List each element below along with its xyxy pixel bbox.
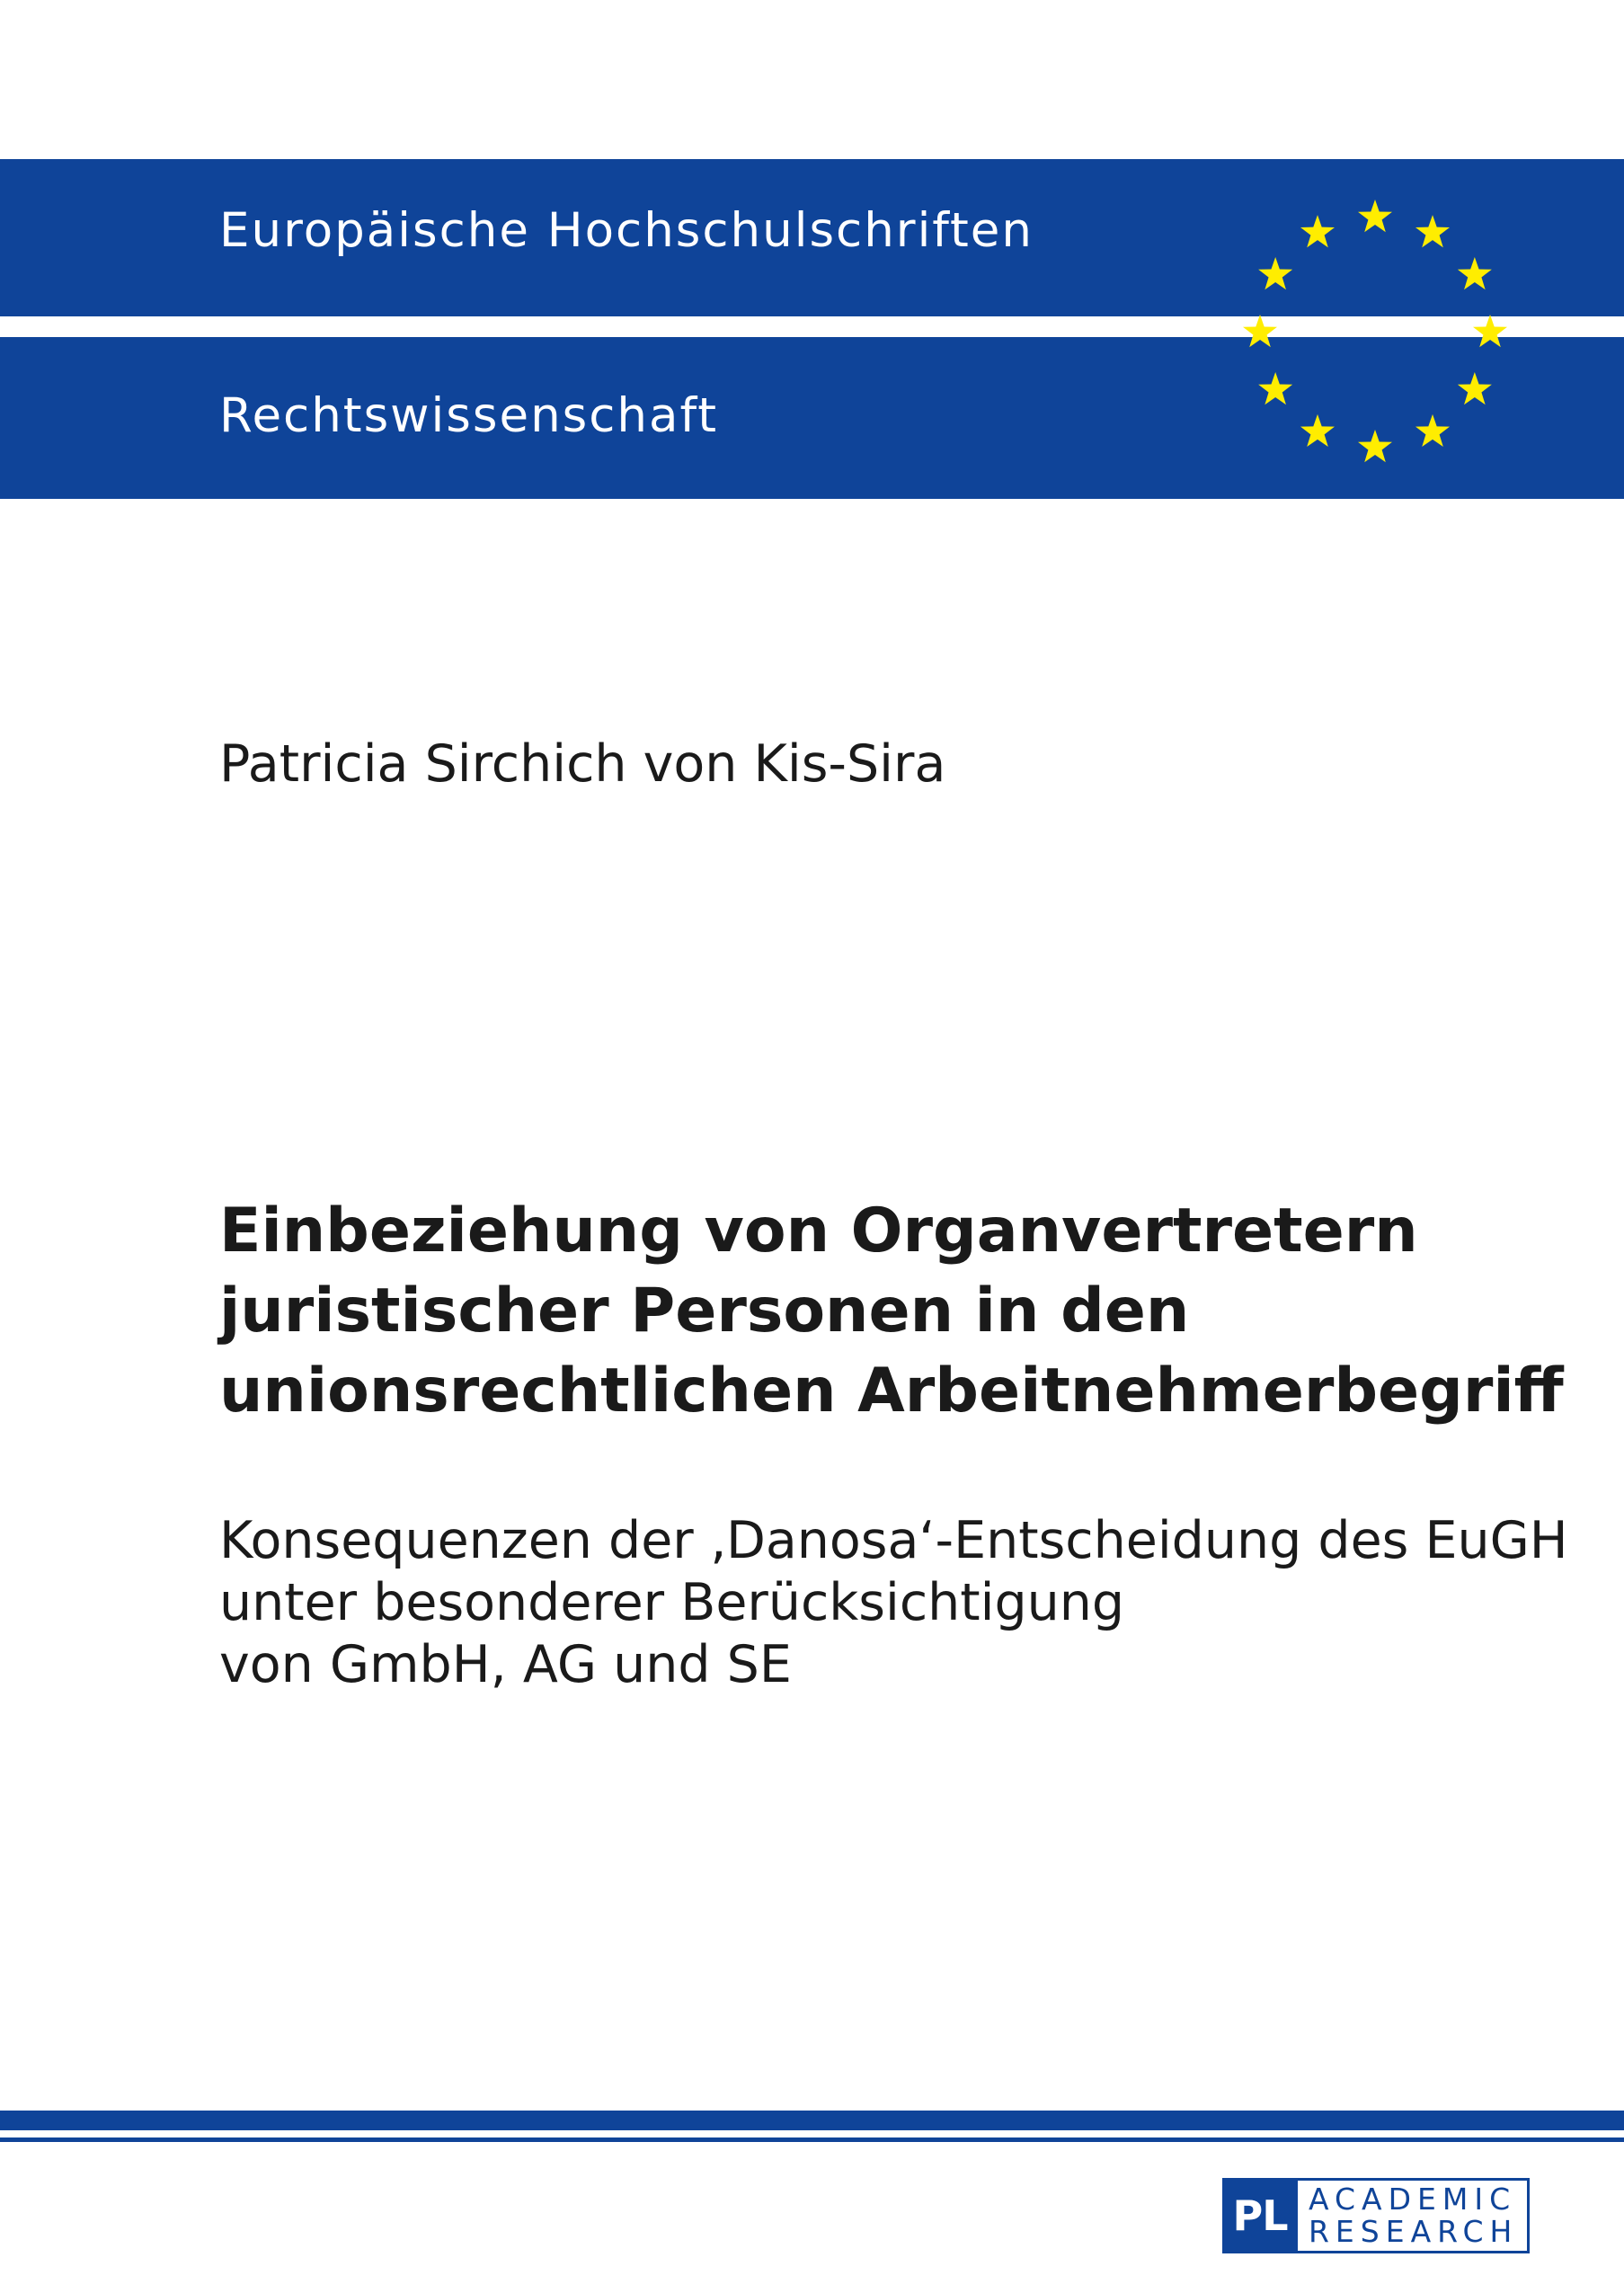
publisher-line-academic: ACADEMIC [1309, 2182, 1517, 2217]
book-subtitle-line: von GmbH, AG und SE [219, 1635, 792, 1694]
publisher-mark: PL [1222, 2178, 1298, 2253]
eu-star-icon [1300, 414, 1335, 447]
eu-star-icon [1415, 215, 1450, 247]
book-title-line: unionsrechtlichen Arbeitnehmerbegriff [219, 1355, 1564, 1426]
eu-star-icon [1458, 372, 1492, 404]
publisher-wordmark [1298, 2178, 1530, 2253]
book-subtitle-line: unter besonderer Berücksichtigung [219, 1573, 1125, 1632]
eu-star-icon [1415, 414, 1450, 447]
book-title [219, 1191, 1567, 1431]
book-title-line: Einbeziehung von Organvertretern [219, 1195, 1418, 1266]
eu-stars-icon [1231, 189, 1519, 476]
eu-star-icon [1358, 200, 1392, 232]
author-name: Patricia Sirchich von Kis-Sira [219, 734, 946, 794]
eu-star-icon [1258, 257, 1292, 289]
footer-rule-thin [0, 2137, 1624, 2142]
footer-rule-thick [0, 2111, 1624, 2130]
eu-star-icon [1258, 372, 1292, 404]
eu-star-icon [1300, 215, 1335, 247]
peter-lang-logo-icon [1222, 2178, 1530, 2253]
eu-star-icon [1473, 315, 1507, 347]
book-title-line: juristischer Personen in den [219, 1275, 1190, 1346]
book-subtitle [219, 1510, 1567, 1696]
eu-star-icon [1358, 430, 1392, 462]
series-title: Europäische Hochschulschriften [219, 203, 1034, 258]
eu-star-icon [1458, 257, 1492, 289]
eu-star-icon [1243, 315, 1277, 347]
book-subtitle-line: Konsequenzen der ‚Danosa‘-Entscheidung des EuGH [219, 1511, 1568, 1570]
publisher-line-research: RESEARCH [1309, 2214, 1519, 2249]
series-subtitle: Rechtswissenschaft [219, 388, 719, 443]
white-divider [0, 316, 1121, 337]
